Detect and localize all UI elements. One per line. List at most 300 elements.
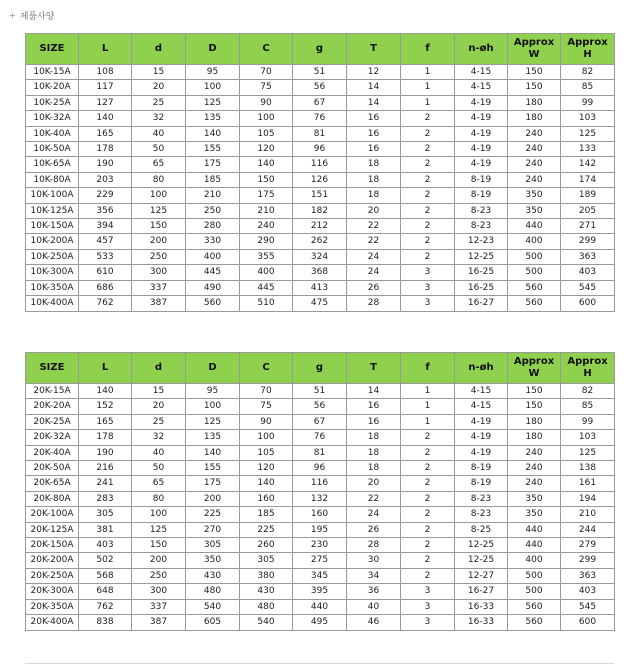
table-cell: 337 [132,599,186,614]
table-cell: 76 [293,111,347,126]
table-cell: 151 [293,188,347,203]
table-cell: 381 [79,522,132,537]
table-cell: 2 [401,249,455,264]
table-cell: 2 [401,219,455,234]
table-cell: 140 [79,111,132,126]
table-cell: 103 [561,111,615,126]
table-cell: 50 [132,142,186,157]
table-cell: 20 [132,80,186,95]
table-cell: 4-15 [455,80,508,95]
table-cell: 16 [347,142,401,157]
table-cell: 81 [293,445,347,460]
table-cell: 299 [561,234,615,249]
table-cell: 4-19 [455,111,508,126]
table-cell: 495 [293,615,347,630]
table-cell: 403 [79,538,132,553]
table-cell: 20K-20A [26,399,79,414]
table-cell: 180 [508,430,561,445]
table-cell: 182 [293,203,347,218]
table-cell: 605 [186,615,240,630]
table-cell: 363 [561,249,615,264]
table-cell: 545 [561,599,615,614]
table-cell: 480 [186,584,240,599]
table-cell: 648 [79,584,132,599]
table-cell: 150 [508,384,561,399]
column-header: C [240,34,293,65]
table-cell: 262 [293,234,347,249]
table-row [26,476,615,491]
table-cell: 210 [186,188,240,203]
table-cell: 140 [240,157,293,172]
table-cell: 540 [186,599,240,614]
table-row [26,280,615,295]
table-cell: 350 [508,491,561,506]
table-cell: 20K-80A [26,491,79,506]
column-header: Approx H [561,34,615,65]
table-cell: 440 [508,538,561,553]
column-header: Approx H [561,353,615,384]
table-cell: 300 [132,584,186,599]
table-cell: 120 [240,461,293,476]
bullet-icon: + [9,11,16,20]
table-cell: 838 [79,615,132,630]
table-cell: 4-15 [455,65,508,80]
table-row [26,65,615,80]
table-cell: 200 [132,234,186,249]
column-header: d [132,34,186,65]
table-cell: 4-19 [455,430,508,445]
table-cell: 51 [293,384,347,399]
table-cell: 116 [293,157,347,172]
table-cell: 440 [508,522,561,537]
table-cell: 16 [347,111,401,126]
table-cell: 8-23 [455,491,508,506]
table-cell: 16-25 [455,280,508,295]
table-cell: 80 [132,172,186,187]
column-header: SIZE [26,353,79,384]
table-cell: 150 [240,172,293,187]
table-cell: 70 [240,65,293,80]
table-cell: 10K-150A [26,219,79,234]
table-row [26,599,615,614]
table-cell: 10K-350A [26,280,79,295]
table-cell: 22 [347,219,401,234]
table-cell: 194 [561,491,615,506]
table-cell: 337 [132,280,186,295]
table-row [26,584,615,599]
table-cell: 533 [79,249,132,264]
table-cell: 305 [186,538,240,553]
table-cell: 28 [347,296,401,311]
table-cell: 155 [186,142,240,157]
table-row [26,461,615,476]
table-cell: 305 [240,553,293,568]
table-cell: 10K-50A [26,142,79,157]
table-cell: 229 [79,188,132,203]
table-cell: 20K-300A [26,584,79,599]
table-cell: 133 [561,142,615,157]
table-cell: 125 [132,203,186,218]
table-cell: 475 [293,296,347,311]
table-cell: 140 [240,476,293,491]
table-cell: 180 [508,111,561,126]
table-cell: 100 [186,399,240,414]
table-cell: 10K-100A [26,188,79,203]
table-cell: 271 [561,219,615,234]
table-cell: 8-25 [455,522,508,537]
table-cell: 8-19 [455,461,508,476]
table-cell: 56 [293,80,347,95]
table-cell: 568 [79,568,132,583]
table-cell: 20K-150A [26,538,79,553]
table-cell: 4-19 [455,445,508,460]
table-cell: 600 [561,615,615,630]
table-cell: 174 [561,172,615,187]
table-cell: 241 [79,476,132,491]
table-cell: 16 [347,399,401,414]
table-cell: 10K-15A [26,65,79,80]
table-cell: 127 [79,95,132,110]
table-cell: 32 [132,111,186,126]
table-cell: 430 [240,584,293,599]
column-header: n-øh [455,353,508,384]
table-cell: 244 [561,522,615,537]
table-cell: 152 [79,399,132,414]
table-cell: 4-19 [455,126,508,141]
table-row [26,249,615,264]
table-cell: 160 [240,491,293,506]
table-cell: 2 [401,476,455,491]
table-cell: 100 [132,188,186,203]
table-cell: 240 [508,157,561,172]
table-cell: 175 [186,476,240,491]
table-cell: 10K-125A [26,203,79,218]
table-cell: 240 [508,461,561,476]
table-cell: 380 [240,568,293,583]
table-cell: 10K-200A [26,234,79,249]
section-title: 제품사양 [19,12,55,22]
table-cell: 250 [186,203,240,218]
table-cell: 20 [132,399,186,414]
table-cell: 4-19 [455,414,508,429]
table-cell: 500 [508,265,561,280]
column-header: C [240,353,293,384]
table-cell: 350 [508,203,561,218]
table-cell: 400 [186,249,240,264]
table-cell: 20K-250A [26,568,79,583]
column-header: T [347,353,401,384]
table-cell: 22 [347,234,401,249]
table-row [26,414,615,429]
table-cell: 299 [561,553,615,568]
table-cell: 135 [186,430,240,445]
table-row [26,296,615,311]
table-row [26,265,615,280]
table-cell: 100 [240,111,293,126]
table-cell: 260 [240,538,293,553]
table-row [26,430,615,445]
table-cell: 22 [347,491,401,506]
table-cell: 490 [186,280,240,295]
table-cell: 16-27 [455,296,508,311]
table-cell: 355 [240,249,293,264]
table-cell: 85 [561,399,615,414]
table-cell: 210 [240,203,293,218]
table-cell: 18 [347,430,401,445]
table-cell: 200 [186,491,240,506]
table-cell: 500 [508,568,561,583]
table-cell: 75 [240,80,293,95]
table-cell: 2 [401,507,455,522]
table-cell: 160 [293,507,347,522]
column-header: SIZE [26,34,79,65]
column-header: f [401,34,455,65]
table-cell: 12-27 [455,568,508,583]
table-cell: 20K-65A [26,476,79,491]
table-cell: 1 [401,399,455,414]
table-cell: 90 [240,95,293,110]
table-header-row [26,34,615,65]
table-cell: 117 [79,80,132,95]
table-cell: 324 [293,249,347,264]
table-cell: 14 [347,384,401,399]
table-cell: 3 [401,584,455,599]
table-cell: 178 [79,142,132,157]
table-cell: 500 [508,249,561,264]
table-row [26,234,615,249]
table-cell: 165 [79,414,132,429]
table-cell: 350 [508,507,561,522]
table-cell: 440 [508,219,561,234]
table-cell: 12 [347,65,401,80]
table-cell: 25 [132,414,186,429]
table-cell: 440 [293,599,347,614]
table-cell: 190 [79,157,132,172]
table-cell: 225 [186,507,240,522]
column-header: L [79,34,132,65]
table-cell: 14 [347,95,401,110]
table-cell: 175 [186,157,240,172]
table-cell: 140 [186,445,240,460]
table-cell: 400 [240,265,293,280]
table-cell: 403 [561,584,615,599]
table-cell: 1 [401,80,455,95]
table-cell: 345 [293,568,347,583]
table-cell: 1 [401,95,455,110]
table-cell: 4-19 [455,142,508,157]
table-cell: 100 [186,80,240,95]
table-cell: 67 [293,414,347,429]
table-cell: 2 [401,568,455,583]
table-cell: 142 [561,157,615,172]
table-cell: 70 [240,384,293,399]
table-cell: 24 [347,265,401,280]
table-cell: 762 [79,599,132,614]
table-cell: 18 [347,157,401,172]
table-cell: 82 [561,65,615,80]
table-row [26,203,615,218]
table-cell: 20K-25A [26,414,79,429]
table-cell: 240 [240,219,293,234]
table-cell: 189 [561,188,615,203]
table-row [26,188,615,203]
table-cell: 105 [240,126,293,141]
table-cell: 20 [347,476,401,491]
bottom-divider [25,663,614,664]
table-cell: 81 [293,126,347,141]
table-cell: 140 [186,126,240,141]
table-cell: 445 [186,265,240,280]
table-cell: 56 [293,399,347,414]
table-cell: 457 [79,234,132,249]
table-cell: 116 [293,476,347,491]
column-header: f [401,353,455,384]
table-cell: 225 [240,522,293,537]
table-cell: 216 [79,461,132,476]
table-cell: 28 [347,538,401,553]
column-header: g [293,353,347,384]
table-cell: 10K-25A [26,95,79,110]
spec-table-20k [25,352,615,631]
table-cell: 8-19 [455,188,508,203]
table-cell: 40 [132,126,186,141]
table-cell: 2 [401,142,455,157]
table-cell: 2 [401,491,455,506]
table-cell: 203 [79,172,132,187]
table-cell: 305 [79,507,132,522]
table-cell: 20K-125A [26,522,79,537]
table-cell: 67 [293,95,347,110]
column-header: d [132,353,186,384]
table-cell: 445 [240,280,293,295]
table-cell: 16-33 [455,615,508,630]
table-cell: 280 [186,219,240,234]
table-row [26,95,615,110]
table-cell: 212 [293,219,347,234]
table-cell: 2 [401,430,455,445]
table-cell: 20K-50A [26,461,79,476]
table-cell: 4-19 [455,95,508,110]
table-cell: 34 [347,568,401,583]
table-cell: 24 [347,249,401,264]
table-cell: 270 [186,522,240,537]
table-cell: 20K-32A [26,430,79,445]
table-cell: 2 [401,538,455,553]
table-cell: 26 [347,280,401,295]
table-cell: 10K-400A [26,296,79,311]
table-cell: 200 [132,553,186,568]
table-cell: 138 [561,461,615,476]
table-cell: 1 [401,65,455,80]
table-cell: 90 [240,414,293,429]
table-cell: 2 [401,126,455,141]
table-row [26,538,615,553]
table-cell: 95 [186,65,240,80]
table-cell: 100 [132,507,186,522]
table-cell: 26 [347,522,401,537]
table-row [26,384,615,399]
table-cell: 65 [132,157,186,172]
table-row [26,491,615,506]
table-cell: 3 [401,296,455,311]
table-cell: 105 [240,445,293,460]
table-cell: 140 [79,384,132,399]
table-cell: 40 [347,599,401,614]
column-header: D [186,34,240,65]
table-cell: 368 [293,265,347,280]
table-cell: 8-19 [455,172,508,187]
table-cell: 126 [293,172,347,187]
table-row [26,126,615,141]
table-cell: 125 [132,522,186,537]
table-cell: 150 [132,538,186,553]
table-cell: 545 [561,280,615,295]
table-cell: 500 [508,584,561,599]
table-cell: 100 [240,430,293,445]
table-cell: 2 [401,234,455,249]
table-cell: 610 [79,265,132,280]
table-row [26,615,615,630]
table-cell: 600 [561,296,615,311]
table-cell: 12-23 [455,234,508,249]
table-cell: 8-23 [455,507,508,522]
table-cell: 150 [508,399,561,414]
table-cell: 165 [79,126,132,141]
table-cell: 20K-200A [26,553,79,568]
table-row [26,142,615,157]
table-row [26,445,615,460]
table-cell: 2 [401,172,455,187]
table-cell: 2 [401,203,455,218]
table-cell: 363 [561,568,615,583]
spec-table-10k [25,33,615,312]
table-cell: 85 [561,80,615,95]
table-cell: 250 [132,249,186,264]
table-cell: 135 [186,111,240,126]
column-header: Approx W [508,353,561,384]
table-cell: 12-25 [455,538,508,553]
table-cell: 16 [347,126,401,141]
table-cell: 240 [508,172,561,187]
table-cell: 75 [240,399,293,414]
table-cell: 510 [240,296,293,311]
table-cell: 20 [347,203,401,218]
table-cell: 4-15 [455,384,508,399]
table-cell: 8-23 [455,203,508,218]
table-cell: 2 [401,522,455,537]
column-header: n-øh [455,34,508,65]
table-row [26,219,615,234]
table-cell: 15 [132,384,186,399]
table-cell: 403 [561,265,615,280]
table-cell: 20K-40A [26,445,79,460]
table-cell: 560 [508,296,561,311]
table-cell: 480 [240,599,293,614]
table-cell: 2 [401,553,455,568]
table-cell: 3 [401,280,455,295]
table-cell: 51 [293,65,347,80]
table-cell: 195 [293,522,347,537]
table-cell: 290 [240,234,293,249]
table-row [26,111,615,126]
table-row [26,157,615,172]
table-cell: 65 [132,476,186,491]
table-cell: 185 [186,172,240,187]
table-cell: 250 [132,568,186,583]
table-cell: 40 [132,445,186,460]
table-cell: 180 [508,414,561,429]
table-cell: 20K-15A [26,384,79,399]
